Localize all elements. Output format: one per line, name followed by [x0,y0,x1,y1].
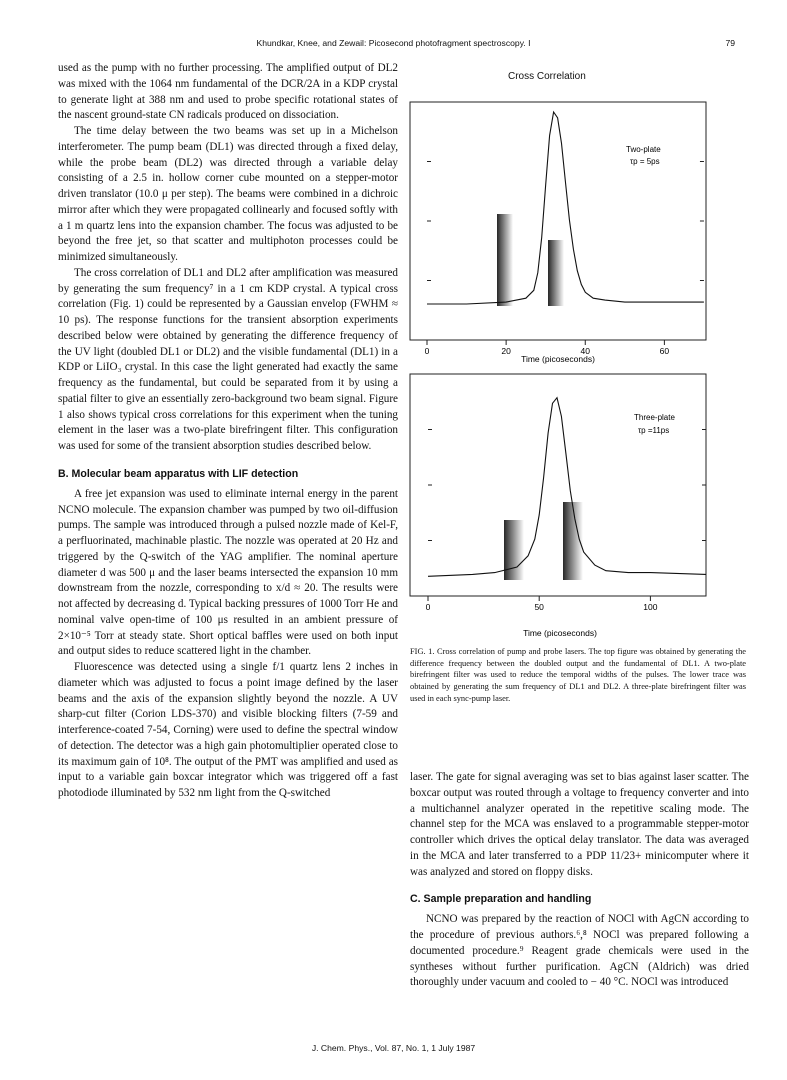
section-heading: C. Sample preparation and handling [410,893,592,906]
page-number: 79 [725,38,735,48]
left-column [58,61,398,802]
x-tick-label: 100 [643,602,658,612]
chart-top [400,86,720,370]
chart-title: Cross Correlation [508,71,586,82]
running-title: Khundkar, Knee, and Zewail: Picosecond photofragment spectroscopy. I [256,38,531,48]
right-column [410,770,749,991]
x-tick-label: 50 [534,602,544,612]
x-axis-label: Time (picoseconds) [523,628,597,638]
figure-caption: FIG. 1. Cross correlation of pump and probe lasers. The top figure was obtained by generating the difference frequency between the doubled output and the fundamental of DL1. A two-plate birefringent filter was used to reduce the temporal widths of the pulses. The lower trace was obtained by generating the sum frequency of DL1 and DL2. A three-plate birefringent filter was used in each sync-pump laser. [410,647,746,703]
gradient-bar [504,520,524,580]
annotation: τp =11ps [638,426,670,435]
x-tick-label: 0 [425,602,431,612]
annotation: τp = 5ps [630,157,660,166]
gradient-bar [497,214,513,306]
paragraph: A free jet expansion was used to eliminate internal energy in the parent NCNO molecule. The expansion chamber was pumped by two oil-diffusion pumps. The sample was introduced through a pulsed nozzle made of Kel-F, a perfluorinated, machinable plastic. The nozzle was operated at 20 Hz and triggered by the Q-switch of the YAG amplifier. The nominal aperture diameter d was 500 μ and the laser beams intersected the expansion 10 mm downstream from the nozzle, corresponding to x/d ≈ 20. The results were not affected by decreasing d. Typical backing pressures of 1000 Torr He and nominal valve open-time of 100 μs resulted in an ambient pressure of 2×10⁻⁵ Torr at steady state. Short optical baffles were used on both input and output sides to reduce scattered light in the chamber. [58,487,398,658]
section-heading: B. Molecular beam apparatus with LIF detection [58,467,299,480]
x-tick-label: 20 [501,346,511,356]
x-tick-label: 60 [659,346,670,356]
paragraph: The time delay between the two beams was set up in a Michelson interferometer. The pump beam (DL1) was directed through a fixed delay, while the probe beam (DL2) was directed through a variable delay consisting of a 2.5 in. hollow corner cube mounted on a stepper-motor driven translator (10.0 μ per step). The beams were combined in a dichroic mirror after which they were propagated collinearly and focused softly with a 1 m quartz lens into the expansion chamber. The focus was adjusted to be beyond the free jet, so that scatter and multiphoton processes could be minimized simultaneously. [58,125,398,263]
chart-bottom [400,370,720,642]
paragraph: laser. The gate for signal averaging was set to bias against laser scatter. The boxcar output was routed through a voltage to frequency converter and into a multichannel analyzer operated in the repetitive scaling mode. The channel step for the MCA was enslaved to a programmable stepper-motor controller which drives the optical delay translator. The data was averaged in the MCA and later transferred to a PDP 11/23+ minicomputer where it was analyzed and stored on floppy disks. [410,771,749,878]
series-line [427,112,704,304]
x-axis-label: Time (picoseconds) [521,354,595,364]
paragraph: Fluorescence was detected using a single f/1 quartz lens 2 inches in diameter which was adjusted to focus a point image defined by the laser beams and the axis of the expansion slightly beyond the nozzle. A UV sharp-cut filter (Corion LDS-370) and visible blocking filters (7-59 and interference-coated 7-54, Corning) were used to define the spectral window of detection. The detector was a high gain photomultiplier operated close to its maximum gain of 10⁸. The output of the PMT was amplified and used as input to a variable gain boxcar integrator which was triggered off a fast photodiode illuminated by 532 nm light from the Q-switched [58,661,398,799]
x-tick-label: 0 [424,346,430,356]
paragraph: NCNO was prepared by the reaction of NOCl with AgCN according to the procedure of previous authors.⁶,⁸ NOCl was prepared following a documented procedure.⁹ Reagent grade chemicals were used in the syntheses without further purification. AgCN (Aldrich) was dried thoroughly under vacuum and cooled to − 40 °C. NOCl was introduced [410,913,749,989]
annotation: Two-plate [626,145,661,154]
gradient-bar [548,240,564,306]
footer-citation: J. Chem. Phys., Vol. 87, No. 1, 1 July 1987 [311,1043,476,1053]
paragraph: The cross correlation of DL1 and DL2 after amplification was measured by generating the sum frequency⁷ in a 1 cm KDP crystal. A typical cross correlation (Fig. 1) could be represented by a Gaussian envelop (FWHM ≈ 10 ps). The response functions for the transient absorption experiments described below were obtained by generating the difference frequency of the UV light (doubled DL1 or DL2) and the visible fundamental (DL1) in a KDP or LiIO₃ crystal. In this case the light generated had exactly the same frequency as the fundamental, but could be separated from it by using a spatial filter to give an essentially zero-background two beam signal. Figure 1 also shows typical cross correlations for this experiment when the tuning element in the laser was a two-plate birefringent filter. This configuration was used for some of the transient absorption studies described below. [58,266,398,452]
paragraph: used as the pump with no further processing. The amplified output of DL2 was mixed with the 1064 nm fundamental of the DCR/2A in a KDP crystal to generate light at 388 nm and used to probe specific rotational states of the nascent ground-state CN radicals produced on dissociation. [58,62,398,122]
annotation: Three-plate [634,413,675,422]
x-tick-label: 40 [580,346,590,356]
plot-frame [410,374,706,596]
